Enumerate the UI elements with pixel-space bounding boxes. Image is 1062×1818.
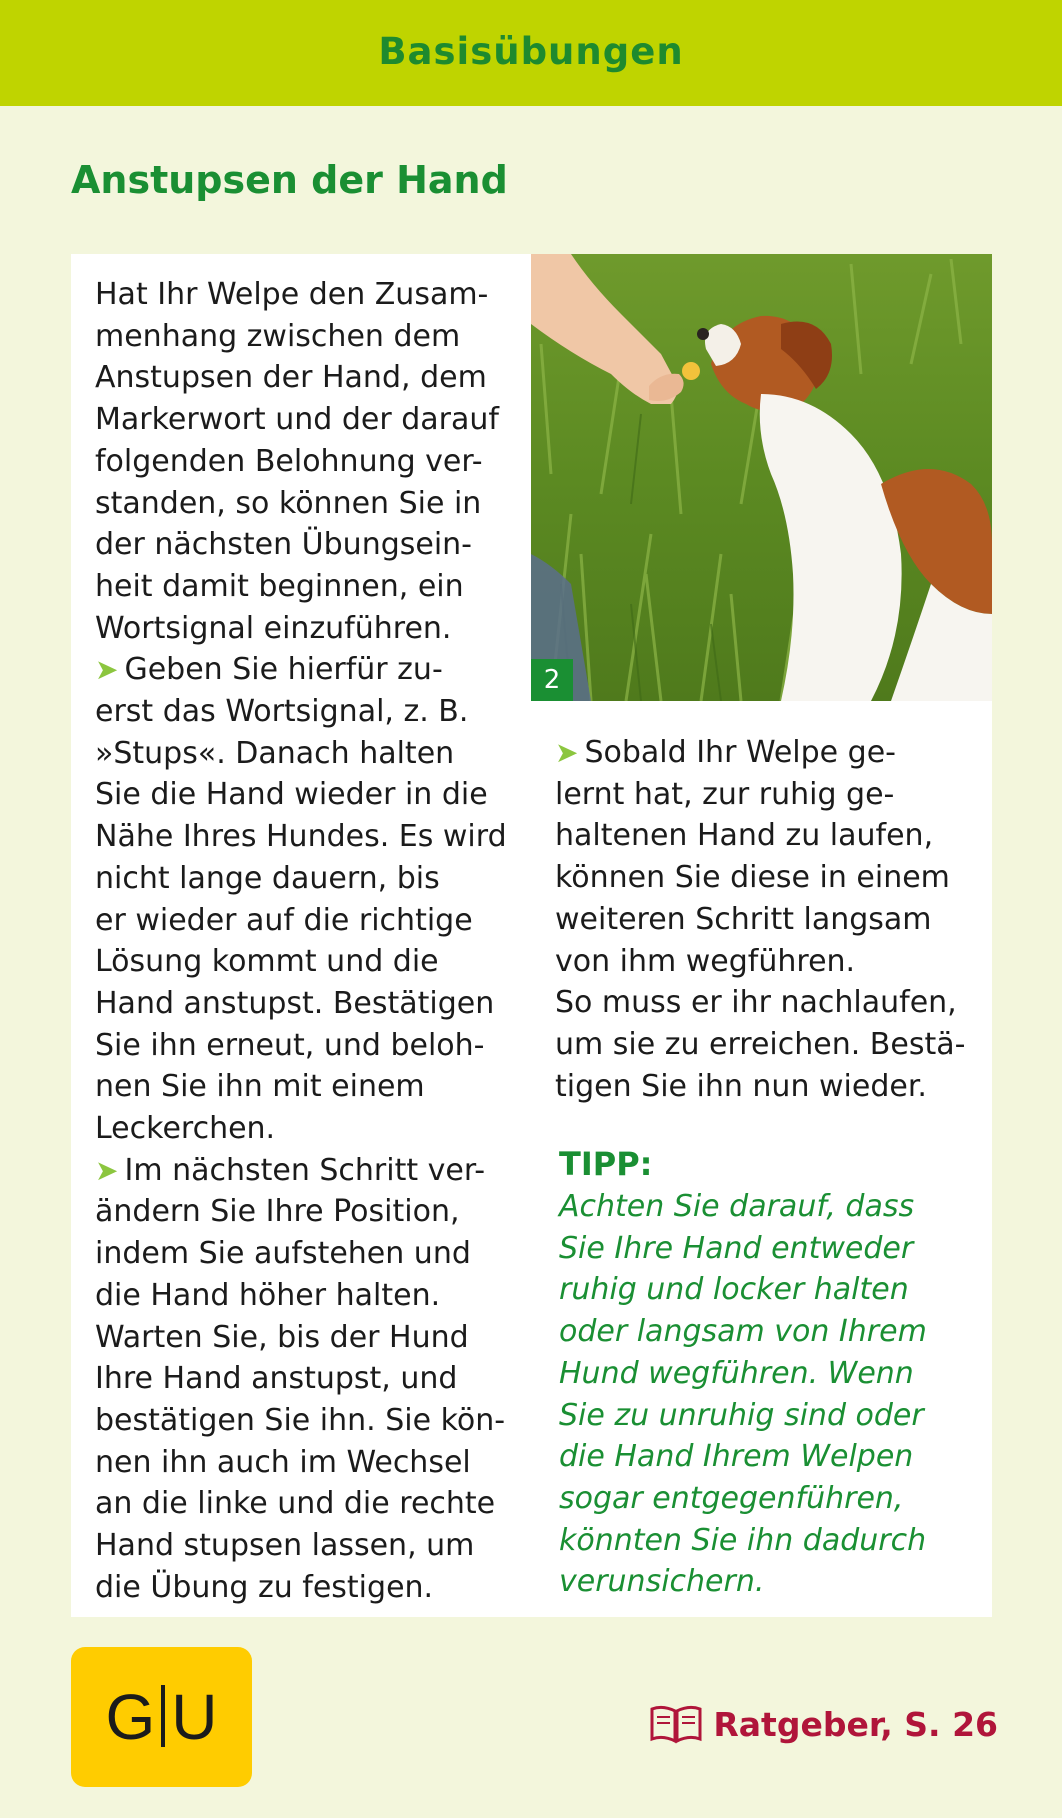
text-line: an die linke und die rechte <box>95 1486 496 1522</box>
book-icon <box>649 1703 703 1745</box>
arrow-bullet-icon: ➤ <box>555 736 579 769</box>
text-line: Geben Sie hierfür zu- <box>124 652 443 688</box>
text-line: Im nächsten Schritt ver- <box>124 1152 486 1188</box>
text-line: nicht lange dauern, bis <box>95 860 440 896</box>
text-line: die Übung zu festigen. <box>95 1569 434 1605</box>
text-line: »Stups«. Danach halten <box>95 735 455 771</box>
arrow-bullet-icon: ➤ <box>95 653 119 687</box>
logo-letter-u: U <box>171 1681 218 1753</box>
text-line: um sie zu erreichen. Bestä- <box>555 1026 966 1062</box>
text-line: So muss er ihr nachlaufen, <box>555 985 957 1021</box>
text-line: die Hand höher halten. <box>95 1277 441 1313</box>
text-line: ändern Sie Ihre Position, <box>95 1194 460 1230</box>
reference-text: Ratgeber, S. 26 <box>713 1704 998 1744</box>
text-line: nen ihn auch im Wechsel <box>95 1444 471 1480</box>
arrow-bullet-icon: ➤ <box>95 1153 119 1187</box>
tip-line: sogar entgegenführen, <box>559 1480 904 1516</box>
section-title: Basisübungen <box>378 29 684 73</box>
tip-line: ruhig und locker halten <box>559 1272 909 1308</box>
paragraph-3 <box>95 1150 527 1609</box>
text-line: Anstupsen der Hand, dem <box>95 360 487 396</box>
text-line: lernt hat, zur ruhig ge- <box>555 776 895 812</box>
header-bar <box>0 0 1062 106</box>
text-line: Warten Sie, bis der Hund <box>95 1319 469 1355</box>
page-heading: Anstupsen der Hand <box>71 158 508 202</box>
tip-box <box>559 1142 979 1603</box>
photo-number-badge: 2 <box>531 659 573 701</box>
text-line: von ihm wegführen. <box>555 943 856 979</box>
text-line: er wieder auf die richtige <box>95 902 473 938</box>
gu-logo <box>71 1647 252 1787</box>
text-line: Hand stupsen lassen, um <box>95 1528 475 1564</box>
paragraph-1 <box>95 274 527 649</box>
tip-line: die Hand Ihrem Welpen <box>559 1439 914 1475</box>
left-column <box>95 274 527 1609</box>
text-line: Sie die Hand wieder in die <box>95 777 488 813</box>
text-line: Lösung kommt und die <box>95 944 439 980</box>
tip-line: Sie zu unruhig sind oder <box>559 1397 924 1433</box>
text-line: indem Sie aufstehen und <box>95 1236 471 1272</box>
text-line: erst das Wortsignal, z. B. <box>95 694 469 730</box>
text-line: weiteren Schritt langsam <box>555 901 932 937</box>
text-line: Markerwort und der darauf <box>95 402 499 438</box>
text-line: nen Sie ihn mit einem <box>95 1069 425 1105</box>
puppy-photo-image <box>531 254 992 701</box>
tip-line: oder langsam von Ihrem <box>559 1314 927 1350</box>
logo-divider <box>161 1685 165 1747</box>
text-line: standen, so können Sie in <box>95 485 482 521</box>
content-card <box>71 254 992 1617</box>
text-line: Sobald Ihr Welpe ge- <box>584 735 896 770</box>
logo-letter-g: G <box>105 1681 156 1753</box>
text-line: menhang zwischen dem <box>95 318 461 354</box>
tip-label: TIPP: <box>559 1145 653 1183</box>
paragraph-2 <box>95 649 527 1149</box>
text-line: folgenden Belohnung ver- <box>95 443 483 479</box>
text-line: Hand anstupst. Bestätigen <box>95 985 495 1021</box>
puppy-photo <box>531 254 992 701</box>
text-line: Nähe Ihres Hundes. Es wird <box>95 819 507 855</box>
text-line: bestätigen Sie ihn. Sie kön- <box>95 1402 506 1438</box>
text-line: Leckerchen. <box>95 1111 276 1147</box>
tip-line: Sie Ihre Hand entweder <box>559 1230 914 1266</box>
reference-link[interactable] <box>649 1703 998 1745</box>
text-line: der nächsten Übungsein- <box>95 527 473 563</box>
tip-line: Achten Sie darauf, dass <box>559 1189 915 1224</box>
text-line: haltenen Hand zu laufen, <box>555 818 934 854</box>
text-line: können Sie diese in einem <box>555 860 950 896</box>
tip-line: könnten Sie ihn dadurch <box>559 1522 927 1558</box>
text-line: Ihre Hand anstupst, und <box>95 1361 458 1397</box>
text-line: Hat Ihr Welpe den Zusam- <box>95 277 489 312</box>
tip-line: Hund wegführen. Wenn <box>559 1355 914 1391</box>
text-line: Wortsignal einzuführen. <box>95 610 452 646</box>
text-line: heit damit beginnen, ein <box>95 568 464 604</box>
tip-line: verunsichern. <box>559 1564 765 1600</box>
right-column <box>555 732 975 1107</box>
text-line: tigen Sie ihn nun wieder. <box>555 1068 927 1104</box>
text-line: Sie ihn erneut, und beloh- <box>95 1027 485 1063</box>
